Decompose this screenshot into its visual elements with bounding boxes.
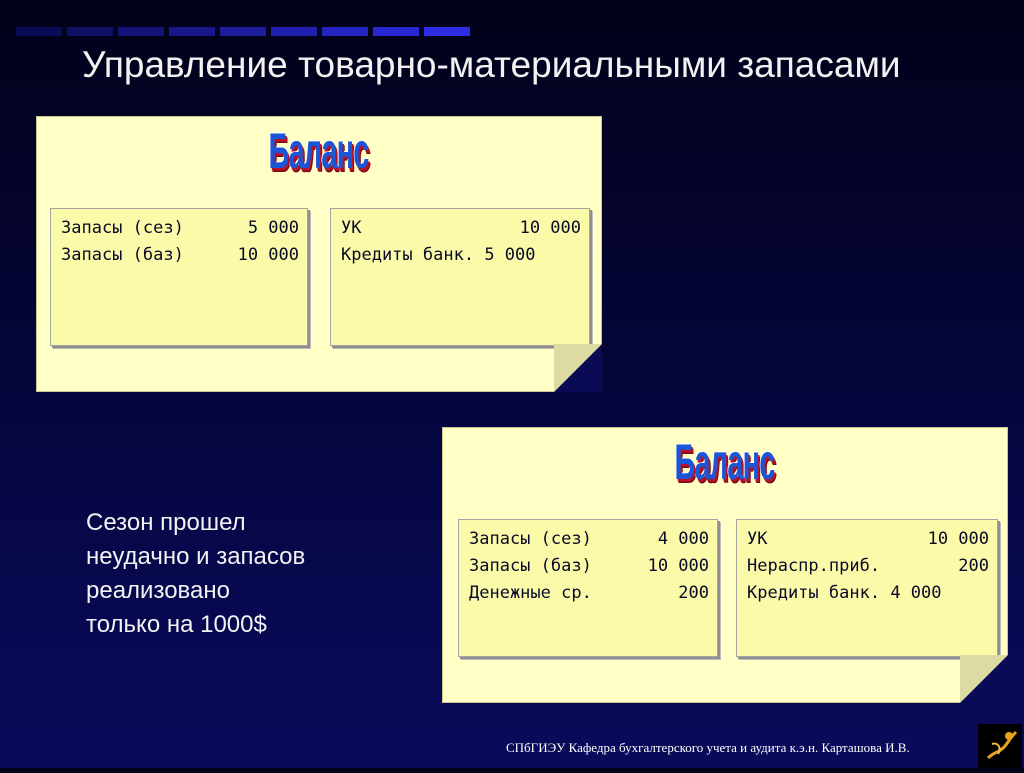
slide-title: Управление товарно-материальными запасами — [82, 44, 901, 85]
bar-segment — [16, 27, 62, 36]
bar-segment — [169, 27, 215, 36]
balance-note-2 — [442, 427, 1008, 703]
bar-segment — [373, 27, 419, 36]
asset-row: Запасы (баз) 10 000 — [469, 556, 709, 576]
liability-row: УК 10 000 — [747, 529, 989, 549]
bar-segment — [322, 27, 368, 36]
asset-row: Запасы (сез) 4 000 — [469, 529, 709, 549]
side-text-line: неудачно и запасов — [86, 543, 306, 570]
top-decorative-bar — [16, 27, 470, 36]
assets-box — [458, 519, 718, 657]
bar-segment — [118, 27, 164, 36]
footer-text: СПбГИЭУ Кафедра бухгалтерского учета и аудита к.э.н. Карташова И.В. — [506, 740, 910, 755]
bar-segment — [220, 27, 266, 36]
liabilities-box — [330, 208, 590, 346]
page-curl — [554, 344, 602, 392]
abstract-figure-logo-icon — [978, 724, 1022, 768]
side-text-line: реализовано — [86, 577, 230, 604]
side-text — [86, 506, 386, 642]
bar-segment — [271, 27, 317, 36]
liability-row: Нераспр.приб. 200 — [747, 556, 989, 576]
assets-box — [50, 208, 308, 346]
liabilities-box — [736, 519, 998, 657]
page-curl — [960, 655, 1008, 703]
balance-heading: Баланс — [268, 124, 370, 180]
side-text-line: Сезон прошел — [86, 509, 246, 536]
asset-row: Запасы (сез) 5 000 — [61, 218, 299, 238]
asset-row: Запасы (баз) 10 000 — [61, 245, 299, 265]
bar-segment — [424, 27, 470, 36]
side-text-line: только на 1000$ — [86, 611, 267, 638]
bar-segment — [67, 27, 113, 36]
asset-row: Денежные ср. 200 — [469, 583, 709, 603]
balance-heading: Баланс — [674, 435, 776, 491]
liability-row: Кредиты банк. 5 000 — [341, 245, 536, 265]
liability-row: Кредиты банк. 4 000 — [747, 583, 942, 603]
liability-row: УК 10 000 — [341, 218, 581, 238]
balance-note-1 — [36, 116, 602, 392]
